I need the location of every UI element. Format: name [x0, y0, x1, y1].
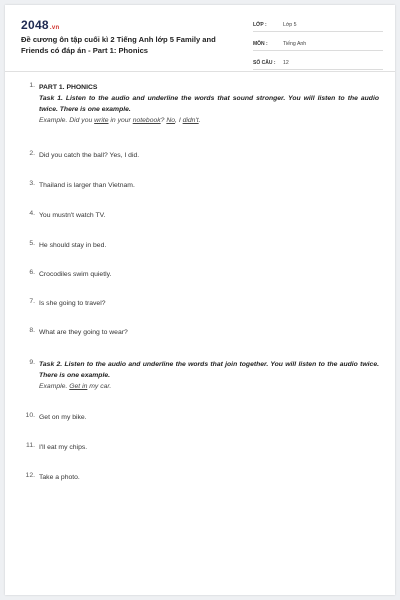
- example-text: ?: [160, 117, 167, 124]
- worksheet-header: [5, 5, 395, 67]
- example-underlined: notebook: [132, 117, 161, 124]
- logo-suffix: .vn: [49, 25, 60, 31]
- question-text: Did you catch the ball? Yes, I did.: [39, 152, 140, 159]
- question-text: You mustn't watch TV.: [39, 212, 106, 219]
- example-line: [39, 115, 379, 126]
- example-underlined: No: [166, 117, 176, 124]
- meta-label-subject: MÔN :: [253, 40, 268, 47]
- worksheet-page: [5, 5, 395, 595]
- question-number: 3.: [29, 180, 35, 187]
- logo-text: 2048: [21, 18, 49, 32]
- example-text: in your: [108, 117, 133, 124]
- question-number: 11.: [26, 442, 35, 449]
- part-heading: PART 1. PHONICS: [39, 84, 98, 91]
- question-number: 5.: [29, 240, 35, 247]
- example-text: my car.: [87, 383, 112, 390]
- task-instruction: Task 2. Listen to the audio and underline the words that join together. You will listen to the audio twice. There is one example.: [39, 361, 379, 379]
- question-text: I'll eat my chips.: [39, 444, 88, 451]
- question-number: 6.: [29, 269, 35, 276]
- question-number: 1.: [29, 82, 35, 89]
- meta-value-count: 12: [283, 59, 289, 66]
- example-line: [39, 381, 379, 392]
- example-text: , I: [175, 117, 183, 124]
- meta-label-class: LỚP :: [253, 21, 267, 28]
- meta-value-subject: Tiếng Anh: [283, 40, 307, 47]
- question-text: Crocodiles swim quietly.: [39, 271, 112, 278]
- meta-value-class: Lớp 5: [283, 21, 297, 28]
- meta-row-subject: [253, 37, 383, 51]
- meta-panel: [253, 18, 383, 75]
- question-text: Thailand is larger than Vietnam.: [39, 182, 135, 189]
- question-number: 7.: [29, 298, 35, 305]
- question-text: Get on my bike.: [39, 414, 87, 421]
- example-text: .: [198, 117, 201, 124]
- question-number: 8.: [29, 327, 35, 334]
- example-text: Example.: [39, 383, 70, 390]
- example-text: Example. Did you: [39, 117, 95, 124]
- meta-label-count: SỐ CÂU :: [253, 59, 276, 66]
- meta-row-count: [253, 56, 383, 70]
- meta-row-class: [253, 18, 383, 32]
- question-number: 2.: [29, 150, 35, 157]
- example-underlined: write: [94, 117, 109, 124]
- question-text: He should stay in bed.: [39, 242, 107, 249]
- question-text: Is she going to travel?: [39, 300, 106, 307]
- site-logo[interactable]: [21, 18, 59, 32]
- header-divider: [5, 71, 395, 72]
- question-number: 9.: [29, 359, 35, 366]
- document-title: Đề cương ôn tập cuối kì 2 Tiếng Anh lớp 5 Family and Friends có đáp án - Part 1: Phonics: [21, 35, 216, 55]
- question-number: 10.: [25, 412, 35, 419]
- question-number: 4.: [29, 210, 35, 217]
- question-text: What are they going to wear?: [39, 329, 128, 336]
- question-text: Take a photo.: [39, 474, 80, 481]
- example-underlined: didn't: [182, 117, 199, 124]
- example-underlined: Get in: [69, 383, 88, 390]
- task-instruction: Task 1. Listen to the audio and underline the words that sound stronger. You will listen to the audio twice. There is one example.: [39, 95, 379, 113]
- question-number: 12.: [25, 472, 35, 479]
